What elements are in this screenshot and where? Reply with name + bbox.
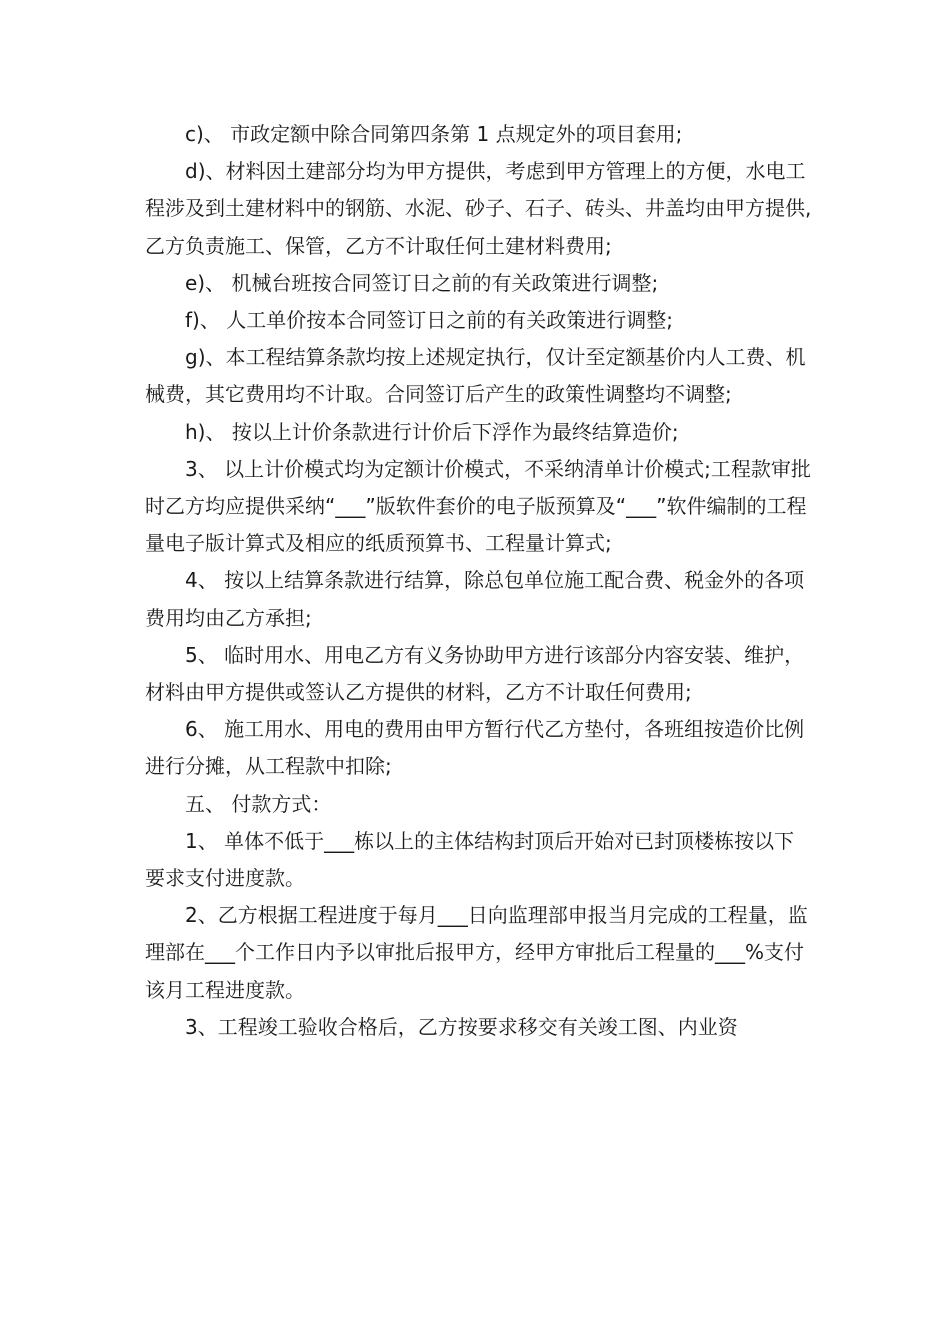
document-body	[145, 116, 813, 1046]
paragraph-c: c)、 市政定额中除合同第四条第 1 点规定外的项目套用;	[185, 122, 683, 146]
paragraph-5: 5、 临时用水、用电乙方有义务协助甲方进行该部分内容安装、维护，材料由甲方提供或签认乙方提供的材料，乙方不计取任何费用;	[145, 642, 805, 705]
paragraph-f: f)、 人工单价按本合同签订日之前的有关政策进行调整;	[185, 308, 673, 333]
paragraph-payment-2: 2、乙方根据工程进度于每月___日向监理部申报当月完成的工程量，监理部在___个工作日内予以审批后报甲方，经甲方审批后工程量的___%支付该月工程进度款。	[145, 903, 808, 1002]
paragraph-payment-1: 1、 单体不低于___栋以上的主体结构封顶后开始对已封顶楼栋按以下要求支付进度款。	[145, 828, 795, 891]
paragraph-d: d)、材料因土建部分均为甲方提供，考虑到甲方管理上的方便，水电工程涉及到土建材料中的钢筋、水泥、砂子、石子、砖头、井盖均由甲方提供,乙方负责施工、保管，乙方不计取任何土建材料费用;	[145, 159, 812, 258]
paragraph-4: 4、 按以上结算条款进行结算，除总包单位施工配合费、税金外的各项费用均由乙方承担;	[145, 568, 805, 630]
paragraph-h: h)、 按以上计价条款进行计价后下浮作为最终结算造价;	[185, 419, 679, 444]
paragraph-g: g)、本工程结算条款均按上述规定执行，仅计至定额基价内人工费、机械费，其它费用均不计取。合同签订后产生的政策性调整均不调整;	[145, 345, 806, 407]
paragraph-6: 6、 施工用水、用电的费用由甲方暂行代乙方垫付，各班组按造价比例进行分摊，从工程款中扣除;	[145, 717, 805, 779]
paragraph-payment-3: 3、工程竣工验收合格后，乙方按要求移交有关竣工图、内业资	[185, 1014, 738, 1039]
section-heading-payment: 五、 付款方式：	[185, 791, 332, 816]
paragraph-3: 3、 以上计价模式均为定额计价模式，不采纳清单计价模式;工程款审批时乙方均应提供采纳“___”版软件套价的电子版预算及“___”软件编制的工程量电子版计算式及相应的纸质预算书、工程量计算式;	[145, 456, 811, 556]
paragraph-e: e)、 机械台班按合同签订日之前的有关政策进行调整;	[185, 270, 659, 295]
